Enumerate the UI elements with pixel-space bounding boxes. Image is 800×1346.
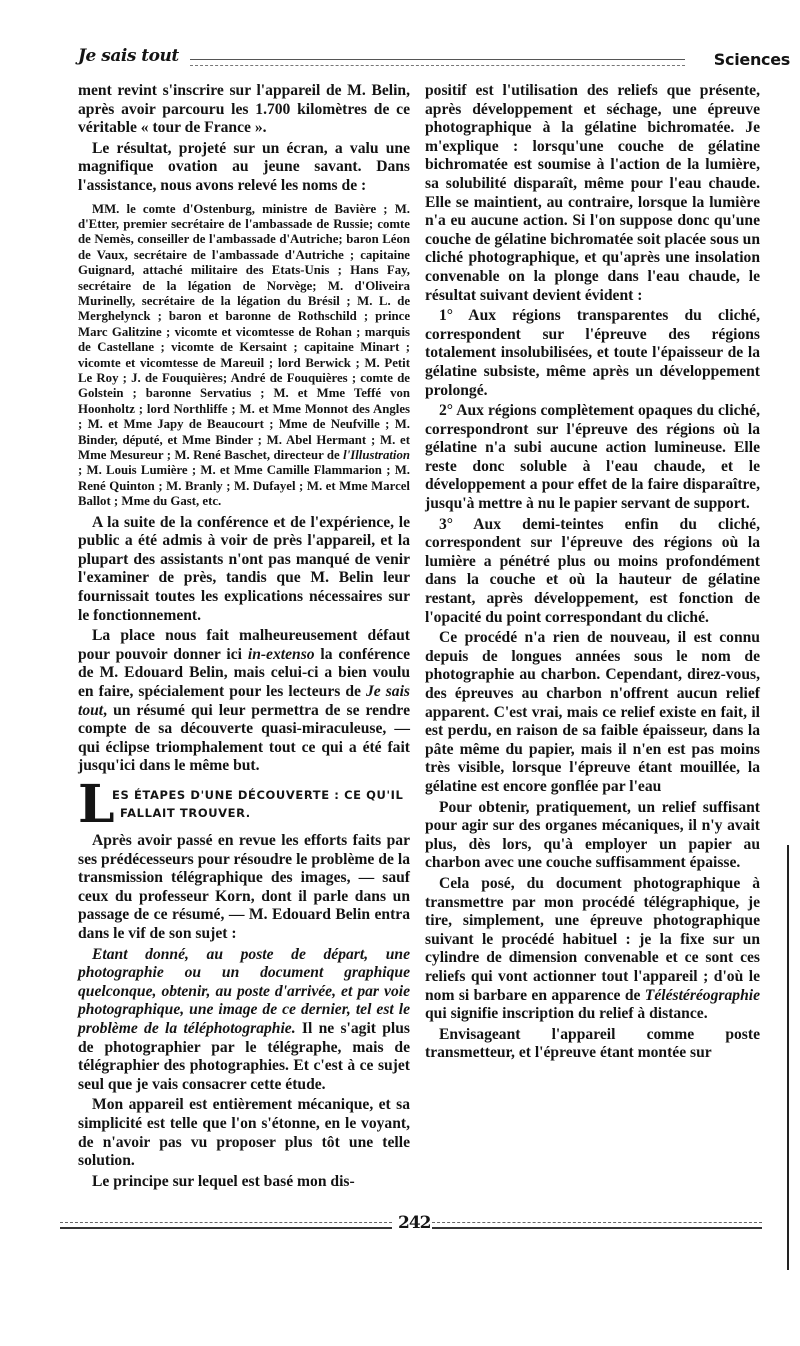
paragraph: La place nous fait malheureusement défaut pour pouvoir donner ici in-extenso la conférence de M. Edouard Belin, mais celui-ci a bien voulu en faire, spécialement pour les lecteurs de Je sais tout, un résumé qui leur permettra de se rendre compte de sa découverte quasi-miraculeuse, — qui éclipse triomphalement tout ce qui a été fait jusqu'ici dans le même but. (78, 627, 410, 775)
right-column (425, 82, 760, 1065)
paragraph: A la suite de la conférence et de l'expérience, le public a été admis à voir de près l'appareil, et la plupart des assistants n'ont pas manqué de venir l'examiner de près, tandis que M. Belin leur fournissait toutes les explications nécessaires sur le fonctionnement. (78, 513, 410, 624)
section-heading (78, 774, 410, 835)
attendee-list: MM. le comte d'Ostenburg, ministre de Bavière ; M. d'Etter, premier secrétaire de l'ambassade de Russie; comte de Nemès, conseiller de l'ambassade d'Autriche; baron Léon de Vaux, secrétaire de l'ambassade d'Autriche ; capitaine Guignard, attaché militaire des Etats-Unis ; Hans Fay, secrétaire de la légation de Norvège; M. d'Oliveira Murinelly, secrétaire de la légation du Brésil ; M. L. de Merghelynck ; baron et baronne de Rothschild ; prince Marc Galitzine ; vicomte et vicomtesse de Rohan ; marquis de Castellane ; vicomte de Kersaint ; capitaine Minart ; vicomte et vicomtesse de Mareuil ; lord Berwick ; M. Petit Le Roy ; J. de Fouquières; André de Fouquières ; comte de Golstein ; baronne Servatius ; M. et Mme Teffé von Hoonholtz ; lord Northliffe ; M. et Mme Monnot des Angles ; M. et Mme Japy de Beaucourt ; Mme de Neufville ; M. Binder, député, et Mme Binder ; M. Abel Hermant ; M. et Mme Mesureur ; M. René Baschet, directeur de l'Illustration ; M. Louis Lumière ; M. et Mme Camille Flammarion ; M. René Quinton ; M. Branly ; M. Dufayel ; M. et Mme Marcel Ballot ; Mme du Gast, etc. (78, 201, 410, 509)
scan-edge-line (787, 845, 789, 1270)
section-title: Sciences (713, 50, 790, 69)
header-rule (190, 59, 685, 66)
paragraph: Ce procédé n'a rien de nouveau, il est connu depuis de longues années sous le nom de photographie au charbon. Cependant, direz-vous, des épreuves au charbon n'offrent aucun relief apparent. C'est vrai, mais ce relief existe en fait, il est perdu, en raison de sa faible épaisseur, dans la pâte même du papier, mais il n'en est pas moins très visible, lorsque l'épreuve étant mouillée, la gélatine est encore gonflée par l'eau (425, 629, 760, 795)
paragraph: Après avoir passé en revue les efforts faits par ses prédécesseurs pour résoudre le problème de la transmission télégraphique des images, — sauf ceux du professeur Korn, dont il parle dans un passage de ce résumé, — M. Edouard Belin entra dans le vif de son sujet : (78, 832, 410, 942)
drop-cap: L (78, 774, 115, 835)
paragraph: 2° Aux régions complètement opaques du cliché, correspondront sur l'épreuve des régions où la gélatine n'a subi aucune action lumineuse. Elle reste donc soluble à l'eau chaude, et le développement a pour effet de la faire disparaître, jusqu'à mettre à nu le papier servant de support. (425, 402, 760, 513)
paragraph: Mon appareil est entièrement mécanique, et sa simplicité est telle que l'on s'étonne, en le voyant, de n'avoir pas vu proposer plus tôt une telle solution. (78, 1096, 410, 1170)
paragraph: 3° Aux demi-teintes enfin du cliché, correspondent sur l'épreuve des régions où la lumière a pénétré plus ou moins profondément dans la couche et où la hauteur de gélatine restant, après développement, est fonction de l'opacité du point correspondant du cliché. (425, 515, 760, 626)
page-header (78, 44, 790, 70)
paragraph: Cela posé, du document photographique à transmettre par mon procédé télégraphique, je tire, simplement, une épreuve photographique suivant le procédé habituel : je la fixe sur un cylindre de dimension convenable et ce sont ces reliefs qui vont actionner tout l'appareil ; d'où le nom si barbare en apparence de Téléstéréographie qui signifie inscription du relief à distance. (425, 874, 760, 1023)
magazine-title: Je sais tout (78, 46, 179, 66)
heading-line-1: ES ÉTAPES D'UNE DÉCOUVERTE : CE QU'IL (112, 788, 404, 802)
paragraph: ment revint s'inscrire sur l'appareil de M. Belin, après avoir parcouru les 1.700 kilomètres de ce véritable « tour de France ». (78, 82, 410, 137)
footer-rule-right (432, 1222, 762, 1229)
footer-rule-left (60, 1222, 392, 1229)
paragraph: Envisageant l'appareil comme poste transmetteur, et l'épreuve étant montée sur (425, 1025, 760, 1062)
heading-line-2: FALLAIT TROUVER. (120, 806, 251, 820)
paragraph: positif est l'utilisation des reliefs que présente, après développement et séchage, une épreuve photographique à la gélatine bichromatée. Je m'explique : lorsqu'une couche de gélatine bichromatée est soumise à l'action de la lumière, sa solubilité disparaît, même pour l'eau chaude. Elle se maintient, au contraire, lorsque la lumière n'a eu aucune action. Si l'on suppose donc qu'une couche de gélatine bichromatée soit placée sous un cliché photographique, et qu'après une insolation convenable on la plonge dans l'eau chaude, le résultat suivant devient évident : (425, 82, 760, 304)
page-number: 242 (398, 1213, 431, 1233)
paragraph: 1° Aux régions transparentes du cliché, correspondent sur l'épreuve des régions totalement insolubilisées, et toute l'épaisseur de la gélatine subsiste, même après un développement prolongé. (425, 307, 760, 399)
paragraph: Le résultat, projeté sur un écran, a valu une magnifique ovation au jeune savant. Dans l'assistance, nous avons relevé les noms de : (78, 139, 410, 194)
paragraph: Etant donné, au poste de départ, une photographie ou un document graphique quelconque, obtenir, au poste d'arrivée, et par voie photographique, une image de ce dernier, tel est le problème de la téléphotographie. Il ne s'agit plus de photographier par le télégraphe, mais de télégraphier des photographies. Et c'est à ce sujet seul que je vais consacrer cette étude. (78, 945, 410, 1093)
left-column (78, 82, 410, 1193)
page-footer (60, 1214, 762, 1236)
paragraph: Le principe sur lequel est basé mon dis- (92, 1172, 355, 1190)
paragraph: Pour obtenir, pratiquement, un relief suffisant pour agir sur des organes mécaniques, il n'y avait plus, dès lors, qu'à employer un papier au charbon avec une couche suffisamment épaisse. (425, 798, 760, 872)
